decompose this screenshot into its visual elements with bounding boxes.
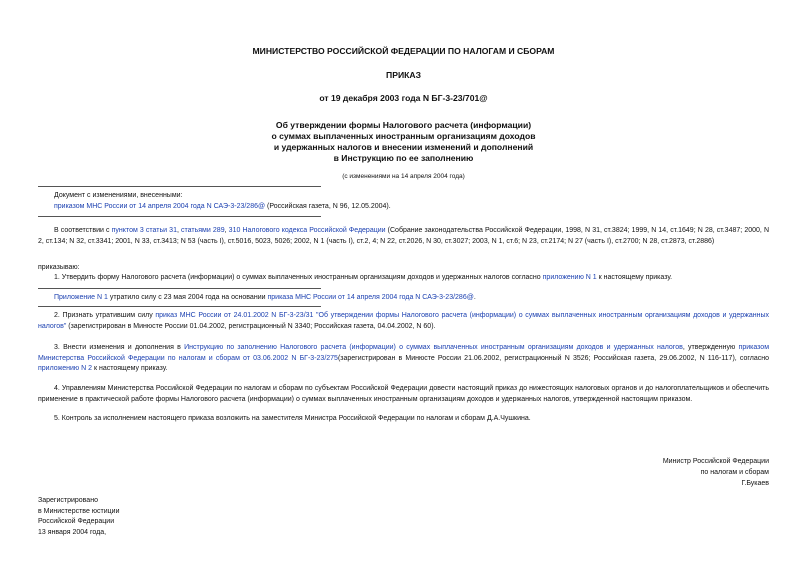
title-line: Об утверждении формы Налогового расчета (информации)	[275, 120, 532, 130]
item-1: 1. Утвердить форму Налогового расчета (информации) о суммах выплаченных иностранным организациям доходов и удержанных налогов согласно приложению N 1 к настоящему приказу.	[54, 274, 673, 281]
item-5: 5. Контроль за исполнением настоящего приказа возложить на заместителя Министра Российской Федерации по налогам и сборам Д.А.Чушкина.	[54, 415, 531, 422]
signature-title: Министр Российской Федерации	[662, 458, 769, 465]
doc-type-heading: ПРИКАЗ	[386, 70, 421, 80]
order-link[interactable]: приказа МНС России от 14 апреля 2004 года N САЭ-3-23/286@	[267, 294, 474, 301]
appendix-1-link[interactable]: приложению N 1	[542, 274, 597, 281]
instruction-link[interactable]: Инструкцию по заполнению Налогового расчета (информации) о суммах выплаченных иностранным организациям доходов и удержанных налогов	[184, 344, 683, 351]
document-title	[0, 120, 807, 164]
amendment-note: (с изменениями на 14 апреля 2004 года)	[342, 173, 465, 180]
registration-line: Российской Федерации	[38, 518, 115, 525]
doc-date-number: от 19 декабря 2003 года N БГ-3-23/701@	[319, 93, 488, 103]
signature-title: по налогам и сборам	[700, 469, 769, 476]
changes-source: приказом МНС России от 14 апреля 2004 года N САЭ-3-23/286@ (Российская газета, N 96, 12.05.2004).	[54, 203, 391, 210]
appendix-1-link[interactable]: Приложение N 1	[54, 294, 108, 301]
title-line: в Инструкцию по ее заполнению	[333, 153, 474, 163]
order-link[interactable]: приказом Министерства Российской Федерации по налогам и сборам от 03.06.2002 N БГ-3-23/275	[38, 344, 770, 362]
registration-block	[38, 496, 119, 538]
ministry-heading: МИНИСТЕРСТВО РОССИЙСКОЙ ФЕДЕРАЦИИ ПО НАЛОГАМ И СБОРАМ	[252, 46, 555, 56]
divider	[38, 216, 321, 217]
item-4: 4. Управлениям Министерства Российской Федерации по налогам и сборам по субъектам Российской Федерации довести настоящий приказ до нижестоящих налоговых органов и до налогоплательщиков и обеспечить применение в практической работе формы Налогового расчета (информации) о суммах выплаченных иностранным организациям доходов и удержанных налогов, утвержденной настоящим приказом.	[38, 385, 769, 403]
appendix-2-link[interactable]: приложению N 2	[38, 365, 93, 372]
divider	[38, 186, 321, 187]
changes-label: Документ с изменениями, внесенными:	[54, 192, 183, 199]
signature-block	[663, 456, 769, 489]
item-2: 2. Признать утратившим силу приказ МНС России от 24.01.2002 N БГ-3-23/31 "Об утверждении формы Налогового расчета (информации) о суммах выплаченных иностранным организациям доходов и удержанных налогов" (зарегистрирован в Минюсте России 01.04.2002, регистрационный N 3340; Российская газета, 04.04.2002, N 60).	[38, 312, 769, 330]
registration-line: в Министерстве юстиции	[38, 507, 120, 515]
divider	[38, 288, 321, 289]
tax-code-link[interactable]: пунктом 3 статьи 31	[111, 227, 177, 234]
tax-code-link[interactable]: статьями 289	[181, 227, 225, 234]
appendix-1-note: Приложение N 1 утратило силу с 23 мая 2004 года на основании приказа МНС России от 14 апреля 2004 года N САЭ-3-23/286@.	[54, 294, 476, 301]
title-line: и удержанных налогов и внесении изменений и дополнений	[273, 142, 534, 152]
item-3: 3. Внести изменения и дополнения в Инструкцию по заполнению Налогового расчета (информации) о суммах выплаченных иностранным организациям доходов и удержанных налогов, утвержденную приказом Министерства Российской Федерации по налогам и сборам от 03.06.2002 N БГ-3-23/275(зарегистрирован в Минюсте России 21.06.2002, регистрационный N 3526; Российская газета, 29.06.2002, N 116-117), согласно приложению N 2 к настоящему приказу.	[38, 344, 770, 372]
signature-name: Г.Букаев	[741, 480, 769, 487]
preamble-paragraph: В соответствии с пунктом 3 статьи 31, статьями 289, 310 Налогового кодекса Российской Федерации (Собрание законодательства Российской Федерации, 1998, N 31, ст.3824; 1999, N 14, ст.1649; N 28, ст.3487; 2000, N 2, ст.134; N 32, ст.3341; 2001, N 33, ст.3413; N 53 (часть I), ст.5016, 5023, 5026; 2002, N 1 (часть I), ст.2, 4; N 22, ст.2026, N 30, ст.3027; 2003, N 1, ст.6; N 23, ст.2174; N 27 (часть I), ст.2700; N 28, ст.2873, ст.2886)	[38, 227, 770, 245]
changes-link[interactable]: приказом МНС России от 14 апреля 2004 года N САЭ-3-23/286@	[54, 203, 266, 210]
registration-line: 13 января 2004 года,	[38, 528, 107, 536]
divider	[38, 306, 321, 307]
order-link[interactable]: приказ МНС России от 24.01.2002 N БГ-3-23/31 "Об утверждении формы Налогового расчета (информации) о суммах выплаченных иностранным организациям доходов и удержанных налогов"	[38, 312, 769, 330]
tax-code-link[interactable]: 310 Налогового кодекса Российской Федерации	[228, 227, 386, 234]
registration-line: Зарегистрировано	[38, 497, 98, 504]
title-line: о суммах выплаченных иностранным организациям доходов	[271, 131, 536, 141]
order-word: приказываю:	[38, 264, 80, 271]
